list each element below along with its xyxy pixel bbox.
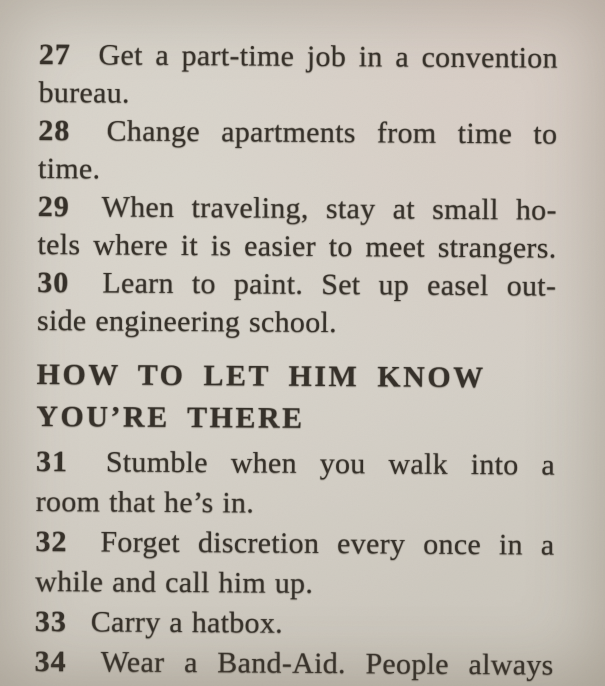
item-text: time. xyxy=(37,151,101,186)
item-number: 28 xyxy=(38,113,71,148)
item-text: room that he’s in. xyxy=(35,484,255,520)
item-number: 32 xyxy=(35,524,68,559)
list-item-28 xyxy=(38,112,557,154)
page-text-block xyxy=(34,36,557,686)
item-number: 34 xyxy=(34,644,67,679)
item-text: Get a part-time job in a convention xyxy=(98,38,558,75)
item-text: bureau. xyxy=(38,75,130,110)
item-text: Forget discretion every once in a xyxy=(100,525,555,562)
list-item-32 xyxy=(35,522,554,566)
list-item-34 xyxy=(34,642,553,686)
list-item-27 xyxy=(39,36,558,78)
list-item-33 xyxy=(35,602,554,646)
item-text: Change apartments from time to xyxy=(106,114,558,151)
list-item-31 xyxy=(36,442,555,486)
item-text: Carry a hatbox. xyxy=(90,605,284,640)
list-item-30-continued xyxy=(37,302,556,344)
item-text: Learn to paint. Set up easel out- xyxy=(102,266,557,303)
list-item-31-continued xyxy=(36,482,555,526)
item-number: 30 xyxy=(37,265,70,300)
section-heading-line-1: HOW TO LET HIM KNOW xyxy=(36,357,486,395)
section-heading-line-2: YOU’RE THERE xyxy=(36,399,305,435)
list-item-27-continued xyxy=(38,74,557,116)
item-text: Stumble when you walk into a xyxy=(105,445,556,482)
item-number: 29 xyxy=(37,189,70,224)
list-item-30 xyxy=(37,264,556,306)
item-number: 31 xyxy=(35,444,69,479)
list-item-29 xyxy=(38,188,557,230)
item-number: 27 xyxy=(38,37,71,72)
item-text: while and call him up. xyxy=(35,564,314,600)
item-text: When traveling, stay at small ho- xyxy=(101,190,557,227)
item-text: tels where it is easier to meet strangers. xyxy=(37,227,557,265)
item-number: 33 xyxy=(34,604,68,639)
item-text: Wear a Band-Aid. People always xyxy=(100,645,554,682)
item-text: side engineering school. xyxy=(36,303,338,340)
list-item-29-continued xyxy=(37,226,556,268)
list-item-32-continued xyxy=(35,562,554,606)
list-item-28-continued xyxy=(38,150,557,192)
section-body xyxy=(34,442,555,686)
